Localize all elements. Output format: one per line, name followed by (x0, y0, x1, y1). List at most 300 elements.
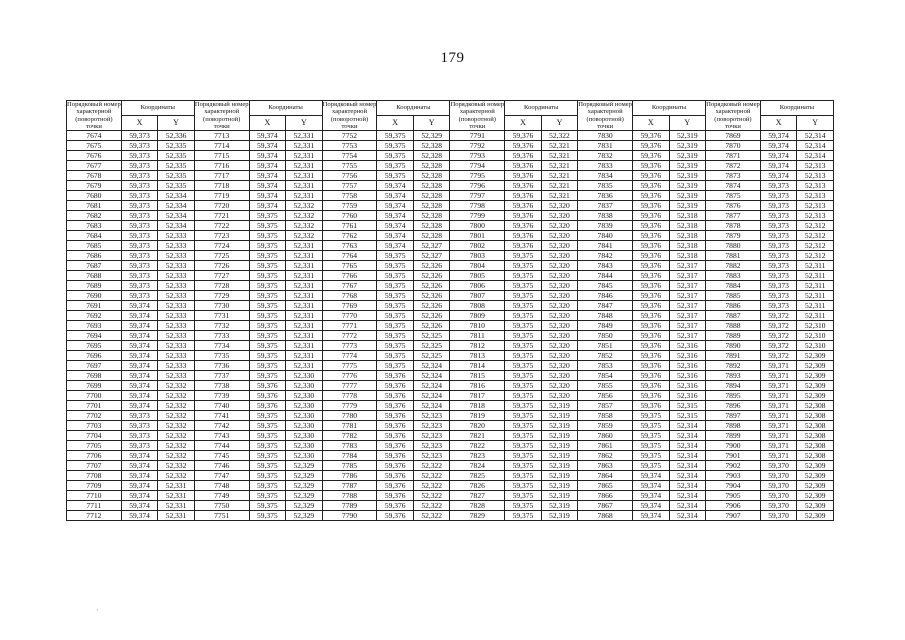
y-coordinate-cell: 52,319 (541, 511, 578, 521)
point-number-cell: 7705 (67, 441, 122, 451)
point-number-cell: 7800 (450, 221, 505, 231)
point-number-cell: 7851 (578, 341, 633, 351)
x-coordinate-cell: 59,374 (121, 471, 158, 481)
x-coordinate-cell: 59,376 (633, 161, 670, 171)
y-coordinate-cell: 52,309 (797, 371, 834, 381)
y-coordinate-cell: 52,311 (797, 271, 834, 281)
point-number-cell: 7840 (578, 231, 633, 241)
y-coordinate-cell: 52,319 (669, 151, 706, 161)
point-number-cell: 7775 (322, 361, 377, 371)
y-coordinate-cell: 52,320 (541, 201, 578, 211)
y-coordinate-cell: 52,329 (286, 461, 323, 471)
x-coordinate-cell: 59,375 (377, 291, 414, 301)
x-coordinate-cell: 59,376 (377, 391, 414, 401)
x-coordinate-cell: 59,375 (249, 321, 286, 331)
x-coordinate-cell: 59,373 (760, 281, 797, 291)
x-coordinate-cell: 59,373 (760, 221, 797, 231)
point-number-cell: 7742 (194, 421, 249, 431)
point-number-cell: 7778 (322, 391, 377, 401)
x-coordinate-cell: 59,373 (121, 181, 158, 191)
table-row (67, 431, 834, 441)
x-coordinate-cell: 59,373 (121, 411, 158, 421)
x-coordinate-cell: 59,375 (249, 371, 286, 381)
point-number-cell: 7699 (67, 381, 122, 391)
point-number-cell: 7883 (706, 271, 761, 281)
x-coordinate-cell: 59,375 (505, 341, 542, 351)
x-coordinate-cell: 59,375 (505, 451, 542, 461)
point-number-cell: 7893 (706, 371, 761, 381)
x-coordinate-cell: 59,373 (121, 231, 158, 241)
y-coordinate-cell: 52,317 (669, 261, 706, 271)
y-coordinate-cell: 52,312 (797, 221, 834, 231)
point-number-cell: 7814 (450, 361, 505, 371)
y-coordinate-cell: 52,311 (797, 311, 834, 321)
y-coordinate-cell: 52,320 (541, 281, 578, 291)
x-coordinate-cell: 59,376 (633, 371, 670, 381)
x-coordinate-cell: 59,375 (249, 341, 286, 351)
point-number-cell: 7740 (194, 401, 249, 411)
point-number-cell: 7727 (194, 271, 249, 281)
point-number-cell: 7830 (578, 131, 633, 141)
point-number-cell: 7700 (67, 391, 122, 401)
point-number-cell: 7838 (578, 211, 633, 221)
x-coordinate-cell: 59,375 (505, 471, 542, 481)
x-coordinate-cell: 59,374 (121, 481, 158, 491)
x-coordinate-cell: 59,373 (121, 271, 158, 281)
point-number-cell: 7813 (450, 351, 505, 361)
y-coordinate-cell: 52,317 (669, 291, 706, 301)
point-number-cell: 7825 (450, 471, 505, 481)
x-coordinate-cell: 59,375 (505, 331, 542, 341)
y-coordinate-cell: 52,328 (413, 181, 450, 191)
y-coordinate-cell: 52,309 (797, 461, 834, 471)
point-number-cell: 7904 (706, 481, 761, 491)
table-row (67, 471, 834, 481)
y-coordinate-cell: 52,328 (413, 211, 450, 221)
header-coordinates: Координаты (377, 101, 450, 116)
point-number-cell: 7764 (322, 251, 377, 261)
table-row (67, 261, 834, 271)
y-coordinate-cell: 52,323 (413, 421, 450, 431)
y-coordinate-cell: 52,326 (413, 311, 450, 321)
point-number-cell: 7802 (450, 241, 505, 251)
point-number-cell: 7818 (450, 401, 505, 411)
point-number-cell: 7679 (67, 181, 122, 191)
y-coordinate-cell: 52,320 (541, 241, 578, 251)
x-coordinate-cell: 59,374 (377, 191, 414, 201)
y-coordinate-cell: 52,319 (541, 401, 578, 411)
y-coordinate-cell: 52,316 (669, 371, 706, 381)
point-number-cell: 7788 (322, 491, 377, 501)
y-coordinate-cell: 52,317 (669, 321, 706, 331)
x-coordinate-cell: 59,373 (121, 201, 158, 211)
x-coordinate-cell: 59,376 (633, 181, 670, 191)
y-coordinate-cell: 52,328 (413, 201, 450, 211)
y-coordinate-cell: 52,331 (158, 481, 195, 491)
x-coordinate-cell: 59,373 (121, 251, 158, 261)
x-coordinate-cell: 59,375 (249, 221, 286, 231)
y-coordinate-cell: 52,314 (669, 491, 706, 501)
table-row (67, 411, 834, 421)
point-number-cell: 7843 (578, 261, 633, 271)
x-coordinate-cell: 59,376 (505, 201, 542, 211)
y-coordinate-cell: 52,320 (541, 371, 578, 381)
header-coordinates: Координаты (760, 101, 833, 116)
y-coordinate-cell: 52,331 (158, 511, 195, 521)
y-coordinate-cell: 52,313 (797, 211, 834, 221)
point-number-cell: 7688 (67, 271, 122, 281)
y-coordinate-cell: 52,334 (158, 201, 195, 211)
point-number-cell: 7768 (322, 291, 377, 301)
x-coordinate-cell: 59,375 (249, 461, 286, 471)
point-number-cell: 7715 (194, 151, 249, 161)
header-y: Y (413, 116, 450, 131)
point-number-cell: 7844 (578, 271, 633, 281)
y-coordinate-cell: 52,334 (158, 221, 195, 231)
x-coordinate-cell: 59,375 (505, 441, 542, 451)
y-coordinate-cell: 52,308 (797, 411, 834, 421)
x-coordinate-cell: 59,375 (505, 381, 542, 391)
y-coordinate-cell: 52,331 (286, 301, 323, 311)
y-coordinate-cell: 52,313 (797, 161, 834, 171)
y-coordinate-cell: 52,332 (158, 381, 195, 391)
y-coordinate-cell: 52,325 (413, 351, 450, 361)
point-number-cell: 7864 (578, 471, 633, 481)
point-number-cell: 7837 (578, 201, 633, 211)
point-number-cell: 7821 (450, 431, 505, 441)
y-coordinate-cell: 52,314 (669, 431, 706, 441)
point-number-cell: 7907 (706, 511, 761, 521)
point-number-cell: 7773 (322, 341, 377, 351)
x-coordinate-cell: 59,375 (505, 311, 542, 321)
x-coordinate-cell: 59,375 (505, 361, 542, 371)
y-coordinate-cell: 52,333 (158, 301, 195, 311)
x-coordinate-cell: 59,373 (760, 251, 797, 261)
y-coordinate-cell: 52,319 (541, 501, 578, 511)
point-number-cell: 7708 (67, 471, 122, 481)
point-number-cell: 7726 (194, 261, 249, 271)
point-number-cell: 7870 (706, 141, 761, 151)
point-number-cell: 7676 (67, 151, 122, 161)
y-coordinate-cell: 52,313 (797, 201, 834, 211)
y-coordinate-cell: 52,329 (286, 501, 323, 511)
x-coordinate-cell: 59,371 (760, 421, 797, 431)
x-coordinate-cell: 59,374 (377, 201, 414, 211)
y-coordinate-cell: 52,333 (158, 241, 195, 251)
x-coordinate-cell: 59,375 (249, 291, 286, 301)
point-number-cell: 7806 (450, 281, 505, 291)
x-coordinate-cell: 59,375 (633, 441, 670, 451)
point-number-cell: 7737 (194, 371, 249, 381)
table-row (67, 331, 834, 341)
x-coordinate-cell: 59,376 (633, 231, 670, 241)
point-number-cell: 7903 (706, 471, 761, 481)
y-coordinate-cell: 52,326 (413, 271, 450, 281)
point-number-cell: 7860 (578, 431, 633, 441)
point-number-cell: 7795 (450, 171, 505, 181)
point-number-cell: 7763 (322, 241, 377, 251)
x-coordinate-cell: 59,375 (377, 131, 414, 141)
y-coordinate-cell: 52,319 (669, 181, 706, 191)
y-coordinate-cell: 52,309 (797, 491, 834, 501)
y-coordinate-cell: 52,323 (413, 431, 450, 441)
y-coordinate-cell: 52,322 (413, 471, 450, 481)
point-number-cell: 7832 (578, 151, 633, 161)
point-number-cell: 7751 (194, 511, 249, 521)
x-coordinate-cell: 59,375 (505, 411, 542, 421)
point-number-cell: 7674 (67, 131, 122, 141)
coordinates-table (66, 100, 834, 521)
x-coordinate-cell: 59,376 (633, 361, 670, 371)
y-coordinate-cell: 52,317 (669, 331, 706, 341)
y-coordinate-cell: 52,330 (286, 391, 323, 401)
y-coordinate-cell: 52,321 (541, 141, 578, 151)
y-coordinate-cell: 52,318 (669, 251, 706, 261)
y-coordinate-cell: 52,333 (158, 291, 195, 301)
x-coordinate-cell: 59,376 (633, 131, 670, 141)
y-coordinate-cell: 52,320 (541, 321, 578, 331)
point-number-cell: 7787 (322, 481, 377, 491)
point-number-cell: 7872 (706, 161, 761, 171)
y-coordinate-cell: 52,317 (669, 301, 706, 311)
point-number-cell: 7882 (706, 261, 761, 271)
point-number-cell: 7675 (67, 141, 122, 151)
y-coordinate-cell: 52,328 (413, 141, 450, 151)
point-number-cell: 7902 (706, 461, 761, 471)
x-coordinate-cell: 59,376 (633, 381, 670, 391)
header-x: X (249, 116, 286, 131)
point-number-cell: 7829 (450, 511, 505, 521)
x-coordinate-cell: 59,376 (633, 191, 670, 201)
point-number-cell: 7898 (706, 421, 761, 431)
y-coordinate-cell: 52,314 (669, 451, 706, 461)
y-coordinate-cell: 52,319 (541, 411, 578, 421)
x-coordinate-cell: 59,373 (121, 421, 158, 431)
y-coordinate-cell: 52,309 (797, 481, 834, 491)
point-number-cell: 7816 (450, 381, 505, 391)
x-coordinate-cell: 59,376 (377, 471, 414, 481)
point-number-cell: 7791 (450, 131, 505, 141)
y-coordinate-cell: 52,330 (286, 411, 323, 421)
y-coordinate-cell: 52,328 (413, 231, 450, 241)
x-coordinate-cell: 59,375 (505, 251, 542, 261)
y-coordinate-cell: 52,332 (158, 391, 195, 401)
x-coordinate-cell: 59,375 (377, 171, 414, 181)
x-coordinate-cell: 59,375 (249, 411, 286, 421)
x-coordinate-cell: 59,374 (633, 501, 670, 511)
x-coordinate-cell: 59,373 (121, 211, 158, 221)
y-coordinate-cell: 52,319 (669, 131, 706, 141)
x-coordinate-cell: 59,375 (505, 481, 542, 491)
table-row (67, 421, 834, 431)
x-coordinate-cell: 59,371 (760, 401, 797, 411)
y-coordinate-cell: 52,311 (797, 301, 834, 311)
point-number-cell: 7858 (578, 411, 633, 421)
point-number-cell: 7772 (322, 331, 377, 341)
x-coordinate-cell: 59,374 (760, 171, 797, 181)
point-number-cell: 7756 (322, 171, 377, 181)
point-number-cell: 7859 (578, 421, 633, 431)
point-number-cell: 7887 (706, 311, 761, 321)
y-coordinate-cell: 52,333 (158, 271, 195, 281)
y-coordinate-cell: 52,322 (413, 501, 450, 511)
point-number-cell: 7789 (322, 501, 377, 511)
header-coordinates: Координаты (633, 101, 706, 116)
table-row (67, 341, 834, 351)
point-number-cell: 7735 (194, 351, 249, 361)
table-row (67, 461, 834, 471)
header-y: Y (797, 116, 834, 131)
x-coordinate-cell: 59,373 (121, 281, 158, 291)
y-coordinate-cell: 52,326 (413, 301, 450, 311)
y-coordinate-cell: 52,328 (413, 221, 450, 231)
x-coordinate-cell: 59,375 (249, 491, 286, 501)
x-coordinate-cell: 59,373 (760, 231, 797, 241)
x-coordinate-cell: 59,376 (505, 171, 542, 181)
point-number-cell: 7719 (194, 191, 249, 201)
point-number-cell: 7720 (194, 201, 249, 211)
x-coordinate-cell: 59,374 (121, 311, 158, 321)
y-coordinate-cell: 52,316 (669, 351, 706, 361)
y-coordinate-cell: 52,318 (669, 241, 706, 251)
y-coordinate-cell: 52,331 (286, 141, 323, 151)
y-coordinate-cell: 52,320 (541, 301, 578, 311)
point-number-cell: 7836 (578, 191, 633, 201)
y-coordinate-cell: 52,314 (669, 501, 706, 511)
x-coordinate-cell: 59,376 (633, 401, 670, 411)
table-row (67, 161, 834, 171)
y-coordinate-cell: 52,310 (797, 341, 834, 351)
x-coordinate-cell: 59,375 (505, 261, 542, 271)
x-coordinate-cell: 59,375 (505, 491, 542, 501)
point-number-cell: 7811 (450, 331, 505, 341)
point-number-cell: 7798 (450, 201, 505, 211)
point-number-cell: 7855 (578, 381, 633, 391)
x-coordinate-cell: 59,376 (505, 231, 542, 241)
point-number-cell: 7867 (578, 501, 633, 511)
point-number-cell: 7868 (578, 511, 633, 521)
table-row (67, 371, 834, 381)
y-coordinate-cell: 52,331 (158, 501, 195, 511)
x-coordinate-cell: 59,373 (760, 271, 797, 281)
x-coordinate-cell: 59,375 (377, 251, 414, 261)
y-coordinate-cell: 52,319 (541, 461, 578, 471)
y-coordinate-cell: 52,332 (286, 231, 323, 241)
x-coordinate-cell: 59,376 (377, 451, 414, 461)
point-number-cell: 7878 (706, 221, 761, 231)
header-coordinates: Координаты (249, 101, 322, 116)
point-number-cell: 7689 (67, 281, 122, 291)
y-coordinate-cell: 52,330 (286, 381, 323, 391)
point-number-cell: 7710 (67, 491, 122, 501)
y-coordinate-cell: 52,329 (286, 481, 323, 491)
x-coordinate-cell: 59,375 (505, 301, 542, 311)
y-coordinate-cell: 52,313 (797, 191, 834, 201)
x-coordinate-cell: 59,375 (249, 511, 286, 521)
point-number-cell: 7753 (322, 141, 377, 151)
x-coordinate-cell: 59,373 (760, 211, 797, 221)
page-number: 179 (440, 50, 465, 66)
y-coordinate-cell: 52,331 (286, 361, 323, 371)
point-number-cell: 7692 (67, 311, 122, 321)
x-coordinate-cell: 59,376 (633, 301, 670, 311)
x-coordinate-cell: 59,372 (760, 311, 797, 321)
x-coordinate-cell: 59,376 (633, 321, 670, 331)
y-coordinate-cell: 52,319 (541, 441, 578, 451)
x-coordinate-cell: 59,375 (249, 351, 286, 361)
x-coordinate-cell: 59,372 (760, 341, 797, 351)
x-coordinate-cell: 59,375 (505, 511, 542, 521)
y-coordinate-cell: 52,319 (669, 191, 706, 201)
x-coordinate-cell: 59,375 (249, 331, 286, 341)
point-number-cell: 7797 (450, 191, 505, 201)
y-coordinate-cell: 52,330 (286, 401, 323, 411)
point-number-cell: 7750 (194, 501, 249, 511)
header-x: X (121, 116, 158, 131)
table-row (67, 401, 834, 411)
x-coordinate-cell: 59,376 (377, 481, 414, 491)
x-coordinate-cell: 59,375 (505, 391, 542, 401)
x-coordinate-cell: 59,374 (377, 181, 414, 191)
point-number-cell: 7899 (706, 431, 761, 441)
x-coordinate-cell: 59,375 (249, 431, 286, 441)
point-number-cell: 7761 (322, 221, 377, 231)
x-coordinate-cell: 59,376 (377, 371, 414, 381)
x-coordinate-cell: 59,376 (505, 191, 542, 201)
point-number-cell: 7817 (450, 391, 505, 401)
point-number-cell: 7786 (322, 471, 377, 481)
point-number-cell: 7681 (67, 201, 122, 211)
point-number-cell: 7848 (578, 311, 633, 321)
point-number-cell: 7717 (194, 171, 249, 181)
point-number-cell: 7783 (322, 441, 377, 451)
x-coordinate-cell: 59,375 (633, 431, 670, 441)
point-number-cell: 7757 (322, 181, 377, 191)
point-number-cell: 7754 (322, 151, 377, 161)
y-coordinate-cell: 52,322 (413, 481, 450, 491)
y-coordinate-cell: 52,320 (541, 391, 578, 401)
y-coordinate-cell: 52,335 (158, 151, 195, 161)
x-coordinate-cell: 59,373 (760, 301, 797, 311)
point-number-cell: 7694 (67, 331, 122, 341)
point-number-cell: 7809 (450, 311, 505, 321)
point-number-cell: 7833 (578, 161, 633, 171)
y-coordinate-cell: 52,314 (669, 441, 706, 451)
x-coordinate-cell: 59,374 (121, 331, 158, 341)
point-number-cell: 7842 (578, 251, 633, 261)
point-number-cell: 7839 (578, 221, 633, 231)
y-coordinate-cell: 52,311 (797, 281, 834, 291)
x-coordinate-cell: 59,375 (377, 361, 414, 371)
point-number-cell: 7895 (706, 391, 761, 401)
x-coordinate-cell: 59,374 (121, 451, 158, 461)
y-coordinate-cell: 52,323 (413, 451, 450, 461)
y-coordinate-cell: 52,331 (286, 241, 323, 251)
table-row (67, 511, 834, 521)
y-coordinate-cell: 52,324 (413, 381, 450, 391)
x-coordinate-cell: 59,373 (121, 141, 158, 151)
x-coordinate-cell: 59,376 (633, 281, 670, 291)
x-coordinate-cell: 59,375 (249, 241, 286, 251)
x-coordinate-cell: 59,376 (377, 431, 414, 441)
x-coordinate-cell: 59,371 (760, 391, 797, 401)
x-coordinate-cell: 59,376 (377, 401, 414, 411)
point-number-cell: 7799 (450, 211, 505, 221)
x-coordinate-cell: 59,374 (121, 341, 158, 351)
y-coordinate-cell: 52,330 (286, 421, 323, 431)
y-coordinate-cell: 52,325 (413, 341, 450, 351)
y-coordinate-cell: 52,332 (286, 201, 323, 211)
